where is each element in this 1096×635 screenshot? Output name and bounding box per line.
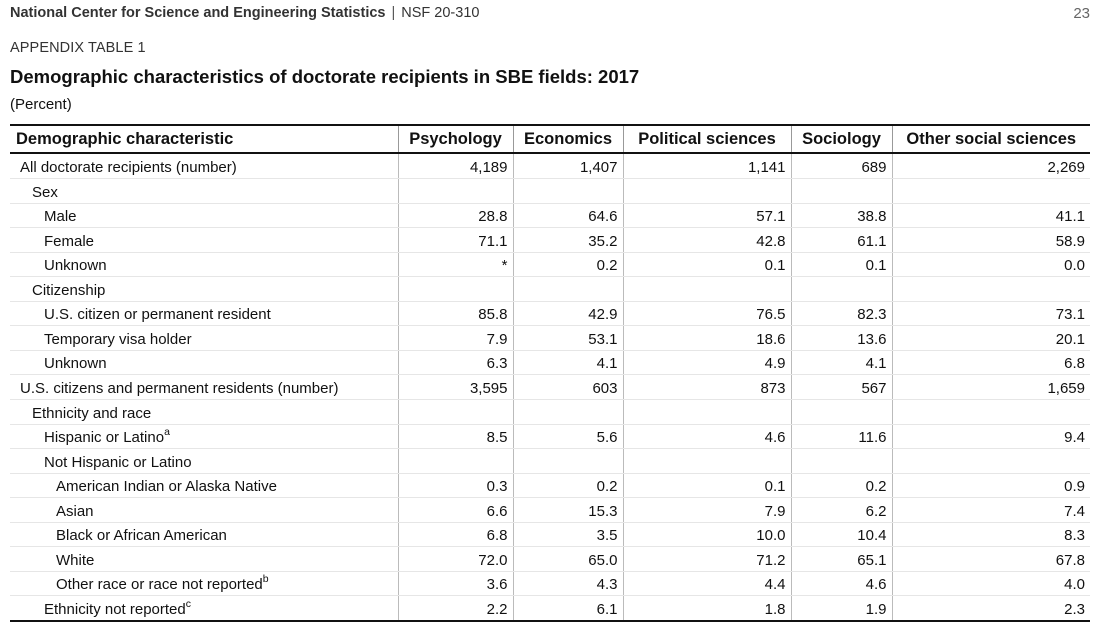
cell-value: 38.8 (791, 203, 892, 228)
row-label-text: Citizenship (32, 281, 106, 299)
cell-value: 873 (623, 375, 791, 400)
cell-value: 8.3 (892, 522, 1090, 547)
table-row (10, 179, 1090, 204)
cell-value (398, 277, 513, 302)
table-row (10, 326, 1090, 351)
column-header-other-social-sciences: Other social sciences (892, 125, 1090, 153)
cell-value: 0.2 (513, 473, 623, 498)
cell-value: 41.1 (892, 203, 1090, 228)
row-label-text: Ethnicity and race (32, 404, 152, 422)
table-body (10, 153, 1090, 621)
cell-value: 71.1 (398, 228, 513, 253)
cell-value: 1,141 (623, 153, 791, 179)
cell-value: 58.9 (892, 228, 1090, 253)
row-label (10, 522, 398, 547)
cell-value: 67.8 (892, 547, 1090, 572)
cell-value: 2,269 (892, 153, 1090, 179)
cell-value: 9.4 (892, 424, 1090, 449)
row-label (10, 277, 398, 302)
cell-value: 2.3 (892, 596, 1090, 621)
demographics-table (10, 124, 1090, 622)
cell-value: 3,595 (398, 375, 513, 400)
cell-value: 4.6 (623, 424, 791, 449)
cell-value: 61.1 (791, 228, 892, 253)
row-label-text: Ethnicity not reported (44, 600, 186, 618)
row-label (10, 547, 398, 572)
cell-value: 76.5 (623, 301, 791, 326)
cell-value: 10.4 (791, 522, 892, 547)
cell-value (892, 179, 1090, 204)
cell-value: 42.8 (623, 228, 791, 253)
cell-value: 7.9 (398, 326, 513, 351)
cell-value: 7.9 (623, 498, 791, 523)
cell-value (513, 400, 623, 425)
cell-value (892, 277, 1090, 302)
cell-value: 71.2 (623, 547, 791, 572)
page-number: 23 (1073, 5, 1090, 22)
footnote-marker: a (164, 426, 170, 438)
cell-value (892, 400, 1090, 425)
column-header-sociology: Sociology (791, 125, 892, 153)
cell-value: 6.6 (398, 498, 513, 523)
row-label (10, 326, 398, 351)
column-header-political-sciences: Political sciences (623, 125, 791, 153)
cell-value: 4.4 (623, 571, 791, 596)
table-row (10, 571, 1090, 596)
cell-value (623, 277, 791, 302)
cell-value: 4.6 (791, 571, 892, 596)
table-row (10, 153, 1090, 179)
row-label (10, 571, 398, 596)
cell-value: 5.6 (513, 424, 623, 449)
cell-value: 6.8 (892, 350, 1090, 375)
table-row (10, 473, 1090, 498)
cell-value: 0.2 (513, 252, 623, 277)
row-label-text: U.S. citizens and permanent residents (number) (20, 380, 339, 397)
cell-value: 6.3 (398, 350, 513, 375)
cell-value: 4.9 (623, 350, 791, 375)
footnote-marker: c (185, 597, 191, 610)
table-title: Demographic characteristics of doctorate recipients in SBE fields: 2017 (10, 66, 640, 87)
cell-value (513, 277, 623, 302)
table-row (10, 449, 1090, 474)
table-row (10, 203, 1090, 228)
row-label (10, 596, 398, 621)
cell-value: 4.1 (791, 350, 892, 375)
table-row (10, 228, 1090, 253)
row-label (10, 375, 398, 400)
cell-value: 689 (791, 153, 892, 179)
row-label (10, 228, 398, 253)
row-label-text: Black or African American (56, 527, 227, 544)
cell-value: 42.9 (513, 301, 623, 326)
footnote-marker: b (262, 573, 269, 585)
cell-value: 567 (791, 375, 892, 400)
row-label-text: Hispanic or Latino (44, 429, 165, 446)
cell-value (623, 449, 791, 474)
table-row (10, 277, 1090, 302)
cell-value: 0.2 (791, 473, 892, 498)
cell-value (623, 179, 791, 204)
cell-value: 20.1 (892, 326, 1090, 351)
cell-value: 4,189 (398, 153, 513, 179)
cell-value: 7.4 (892, 498, 1090, 523)
table-row (10, 350, 1090, 375)
cell-value: 35.2 (513, 228, 623, 253)
row-label (10, 350, 398, 375)
row-label (10, 424, 398, 449)
publication-number: NSF 20-310 (401, 5, 480, 21)
table-row (10, 400, 1090, 425)
cell-value (791, 449, 892, 474)
cell-value: 2.2 (398, 596, 513, 621)
cell-value: 3.5 (513, 522, 623, 547)
cell-value (513, 449, 623, 474)
organization-name: National Center for Science and Engineering Statistics (10, 5, 386, 21)
cell-value: 4.1 (513, 350, 623, 375)
column-header-economics: Economics (513, 125, 623, 153)
row-label (10, 498, 398, 523)
cell-value: 8.5 (398, 424, 513, 449)
table-row (10, 596, 1090, 621)
column-header-psychology: Psychology (398, 125, 513, 153)
row-label-text: Male (44, 208, 77, 225)
table-row (10, 301, 1090, 326)
row-label (10, 400, 398, 425)
running-header (10, 3, 1086, 23)
row-label (10, 301, 398, 326)
row-label-text: Unknown (44, 355, 107, 372)
cell-value: 0.0 (892, 252, 1090, 277)
row-label-text: U.S. citizen or permanent resident (44, 306, 271, 323)
table-row (10, 547, 1090, 572)
row-label (10, 179, 398, 204)
cell-value (791, 179, 892, 204)
row-label (10, 449, 398, 474)
table-unit: (Percent) (10, 96, 72, 113)
cell-value: 85.8 (398, 301, 513, 326)
row-label-text: American Indian or Alaska Native (56, 478, 277, 495)
row-label-text: White (56, 551, 95, 569)
table-row (10, 252, 1090, 277)
cell-value: 72.0 (398, 547, 513, 572)
table-row (10, 522, 1090, 547)
cell-value: 603 (513, 375, 623, 400)
cell-value (623, 400, 791, 425)
row-label-text: Temporary visa holder (44, 330, 192, 348)
cell-value: 1.9 (791, 596, 892, 621)
cell-value: 0.9 (892, 473, 1090, 498)
cell-value: 73.1 (892, 301, 1090, 326)
cell-value (892, 449, 1090, 474)
table-row (10, 375, 1090, 400)
cell-value: * (398, 252, 513, 277)
cell-value: 6.8 (398, 522, 513, 547)
cell-value: 4.0 (892, 571, 1090, 596)
row-label (10, 153, 398, 179)
cell-value (791, 400, 892, 425)
cell-value (398, 449, 513, 474)
cell-value (791, 277, 892, 302)
row-label (10, 473, 398, 498)
row-label-text: Sex (32, 183, 58, 201)
row-label (10, 203, 398, 228)
cell-value (398, 179, 513, 204)
cell-value: 4.3 (513, 571, 623, 596)
cell-value: 82.3 (791, 301, 892, 326)
row-label-text: Female (44, 232, 95, 250)
cell-value: 15.3 (513, 498, 623, 523)
row-label-text: Asian (56, 502, 94, 520)
header-separator: | (391, 5, 396, 21)
row-label-text: All doctorate recipients (number) (20, 159, 237, 176)
cell-value: 1.8 (623, 596, 791, 621)
cell-value: 6.1 (513, 596, 623, 621)
cell-value: 0.1 (623, 252, 791, 277)
row-label (10, 252, 398, 277)
cell-value: 10.0 (623, 522, 791, 547)
cell-value: 11.6 (791, 424, 892, 449)
row-label-text: Not Hispanic or Latino (44, 453, 192, 471)
cell-value: 65.1 (791, 547, 892, 572)
cell-value: 53.1 (513, 326, 623, 351)
column-header-characteristic: Demographic characteristic (16, 129, 234, 148)
table-row (10, 498, 1090, 523)
cell-value: 3.6 (398, 571, 513, 596)
cell-value: 1,407 (513, 153, 623, 179)
row-label-text: Unknown (44, 257, 107, 274)
cell-value: 65.0 (513, 547, 623, 572)
cell-value: 0.3 (398, 473, 513, 498)
row-label-text: Other race or race not reported (56, 576, 263, 593)
table-row (10, 424, 1090, 449)
cell-value: 57.1 (623, 203, 791, 228)
cell-value: 0.1 (623, 473, 791, 498)
cell-value: 28.8 (398, 203, 513, 228)
cell-value: 0.1 (791, 252, 892, 277)
table-header-row (10, 125, 1090, 153)
cell-value (398, 400, 513, 425)
cell-value: 64.6 (513, 203, 623, 228)
cell-value: 1,659 (892, 375, 1090, 400)
cell-value (513, 179, 623, 204)
cell-value: 13.6 (791, 326, 892, 351)
appendix-label: APPENDIX TABLE 1 (10, 40, 146, 56)
cell-value: 6.2 (791, 498, 892, 523)
cell-value: 18.6 (623, 326, 791, 351)
